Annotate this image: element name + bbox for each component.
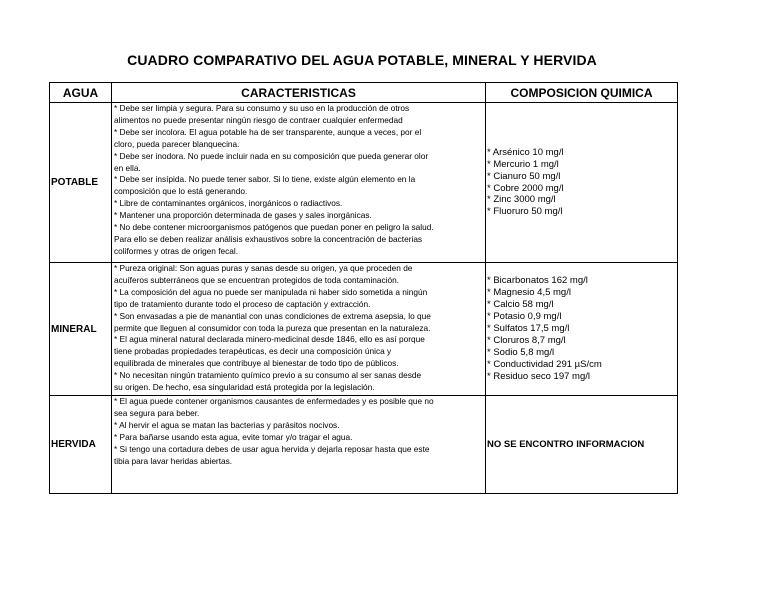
- caracteristica-line: tiene probadas propiedades terapéuticas, es decir una composición única y: [114, 346, 392, 357]
- header-caracteristicas: CARACTERISTICAS: [112, 83, 486, 103]
- no-info-text: NO SE ENCONTRO INFORMACION: [486, 396, 678, 494]
- caracteristica-line: * Libre de contaminantes orgánicos, inorgánicos o radiactivos.: [114, 198, 343, 209]
- caracteristica-line: * Debe ser incolora. El agua potable ha de ser transparente, aunque a veces, por el: [114, 126, 422, 137]
- caracteristica-line: su origen. De hecho, esa singularidad está protegida por la legislación.: [114, 382, 375, 393]
- composicion-item: * Zinc 3000 mg/l: [487, 194, 556, 206]
- composicion-item: * Magnesio 4,5 mg/l: [487, 287, 571, 299]
- composicion-item: * Sodio 5,8 mg/l: [487, 346, 555, 358]
- composicion-item: * Residuo seco 197 mg/l: [487, 370, 590, 382]
- caracteristica-line: coliformes y otras de origen fecal.: [114, 245, 239, 256]
- caracteristica-line: cloro, pueda parecer blanquecina.: [114, 138, 240, 149]
- composicion-item: * Potasio 0,9 mg/l: [487, 311, 562, 323]
- caracteristicas-cell: [112, 396, 486, 494]
- composicion-item: * Arsénico 10 mg/l: [487, 146, 564, 158]
- caracteristica-line: * No necesitan ningún tratamiento químico previo a su consumo al ser sanas desde: [114, 370, 422, 381]
- agua-label: HERVIDA: [50, 396, 112, 494]
- caracteristica-line: en ella.: [114, 162, 141, 173]
- composicion-cell: [486, 263, 678, 396]
- table-header-row: [50, 83, 678, 103]
- caracteristica-line: permite que lleguen al consumidor con toda la pureza que presentan en la naturaleza.: [114, 322, 431, 333]
- caracteristica-line: tibia para lavar heridas abiertas.: [114, 455, 233, 466]
- table-row-mineral: [50, 263, 678, 396]
- caracteristica-line: * Pureza original: Son aguas puras y sanas desde su origen, ya que proceden de: [114, 263, 413, 273]
- caracteristicas-cell: [112, 103, 486, 263]
- caracteristica-line: * La composición del agua no puede ser manipulada ni haber sido sometida a ningún: [114, 286, 428, 297]
- composicion-item: * Bicarbonatos 162 mg/l: [487, 275, 588, 287]
- caracteristica-line: * Si tengo una cortadura debes de usar agua hervida y dejarla reposar hasta que este: [114, 443, 430, 454]
- caracteristica-line: alimentos no puede presentar ningún riesgo de contraer cualquier enfermedad: [114, 114, 403, 125]
- header-agua: AGUA: [50, 83, 112, 103]
- agua-label: MINERAL: [50, 263, 112, 396]
- composicion-item: * Cloruros 8,7 mg/l: [487, 334, 566, 346]
- composicion-item: * Sulfatos 17,5 mg/l: [487, 323, 570, 335]
- composicion-item: * Cobre 2000 mg/l: [487, 182, 564, 194]
- caracteristica-line: * Mantener una proporción determinada de gases y sales inorgánicas.: [114, 210, 372, 221]
- caracteristica-line: * Al hervir el agua se matan las bacterias y parásitos nocivos.: [114, 419, 340, 430]
- composicion-item: * Calcio 58 mg/l: [487, 299, 554, 311]
- composicion-item: * Fluoruro 50 mg/l: [487, 206, 563, 218]
- caracteristica-line: composición que lo está generando.: [114, 186, 248, 197]
- table-row-hervida: [50, 396, 678, 494]
- header-composicion: COMPOSICION QUIMICA: [486, 83, 678, 103]
- composicion-item: * Conductividad 291 µS/cm: [487, 358, 602, 370]
- composicion-cell: [486, 103, 678, 263]
- caracteristica-line: * El agua puede contener organismos causantes de enfermedades y es posible que no: [114, 396, 434, 406]
- caracteristica-line: Para ello se deben realizar análisis exhaustivos sobre la concentración de bacterias: [114, 233, 423, 244]
- caracteristica-line: tipo de tratamiento durante todo el proceso de captación y extracción.: [114, 298, 371, 309]
- caracteristica-line: * Son envasadas a pie de manantial con unas condiciones de extrema asepsia, lo que: [114, 310, 431, 321]
- caracteristicas-cell: [112, 263, 486, 396]
- caracteristica-line: equilibrada de minerales que contribuye al bienestar de todo tipo de públicos.: [114, 358, 399, 369]
- comparison-table: [49, 82, 678, 494]
- caracteristica-line: * No debe contener microorganismos patógenos que puedan poner en peligro la salud.: [114, 222, 434, 233]
- composicion-item: * Mercurio 1 mg/l: [487, 158, 559, 170]
- caracteristica-line: sea segura para beber.: [114, 407, 200, 418]
- table-row-potable: [50, 103, 678, 263]
- caracteristica-line: * Debe ser insípida. No puede tener sabor. Si lo tiene, existe algún elemento en la: [114, 174, 416, 185]
- agua-label: POTABLE: [50, 103, 112, 263]
- caracteristica-line: * El agua mineral natural declarada minero-medicinal desde 1846, ello es así porque: [114, 334, 425, 345]
- caracteristica-line: acuíferos subterráneos que se encuentran protegidos de toda contaminación.: [114, 274, 400, 285]
- composicion-item: * Cianuro 50 mg/l: [487, 170, 561, 182]
- page-title: CUADRO COMPARATIVO DEL AGUA POTABLE, MINERAL Y HERVIDA: [127, 52, 597, 68]
- caracteristica-line: * Debe ser limpia y segura. Para su consumo y su uso en la producción de otros: [114, 103, 410, 113]
- caracteristica-line: * Debe ser inodora. No puede incluir nada en su composición que pueda generar olor: [114, 150, 429, 161]
- caracteristica-line: * Para bañarse usando esta agua, evite tomar y/o tragar el agua.: [114, 431, 353, 442]
